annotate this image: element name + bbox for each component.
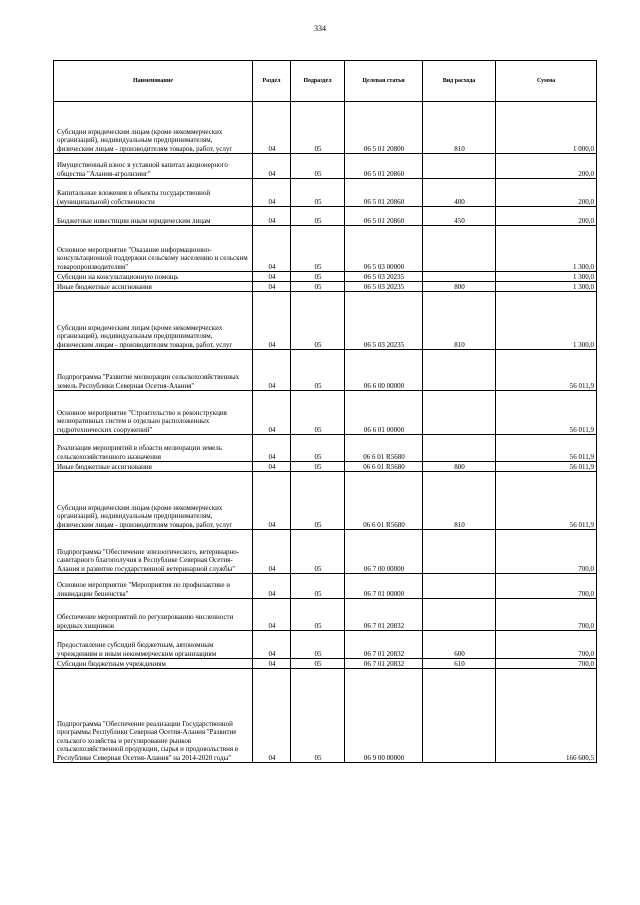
table-row <box>54 179 597 207</box>
cell-amount: 56 011,9 <box>496 350 597 391</box>
cell-amount: 166 600,5 <box>496 669 597 763</box>
cell-target: 06 7 01 20832 <box>345 599 423 631</box>
table-row <box>54 472 597 530</box>
cell-expense-type: 400 <box>423 179 496 207</box>
cell-section: 04 <box>253 631 291 659</box>
table-row <box>54 530 597 574</box>
cell-subsection: 05 <box>291 462 345 472</box>
header-target: Целевая статья <box>345 61 423 102</box>
cell-amount: 1 300,0 <box>496 292 597 350</box>
table-row <box>54 154 597 179</box>
cell-target: 06 5 03 20235 <box>345 282 423 292</box>
cell-section: 04 <box>253 226 291 272</box>
header-row <box>54 61 597 102</box>
cell-expense-type: 800 <box>423 282 496 292</box>
cell-target: 06 6 00 00000 <box>345 350 423 391</box>
cell-section: 04 <box>253 102 291 154</box>
table-row <box>54 272 597 282</box>
cell-name: Субсидии юридическим лицам (кроме некоммерческих организаций), индивидуальным предпринимателям, физическим лицам - производителям товаров, работ, услуг <box>54 102 253 154</box>
header-name: Наименование <box>54 61 253 102</box>
cell-subsection: 05 <box>291 631 345 659</box>
cell-subsection: 05 <box>291 669 345 763</box>
cell-amount: 56 011,9 <box>496 462 597 472</box>
cell-target: 06 6 01 R5680 <box>345 462 423 472</box>
cell-name: Иные бюджетные ассигнования <box>54 282 253 292</box>
cell-name: Подпрограмма "Развитие мелиорации сельскохозяйственных земель Республики Северная Осетия-Алания" <box>54 350 253 391</box>
cell-name: Субсидии бюджетным учреждениям <box>54 659 253 669</box>
table-row <box>54 462 597 472</box>
cell-section: 04 <box>253 207 291 226</box>
cell-subsection: 05 <box>291 179 345 207</box>
cell-subsection: 05 <box>291 472 345 530</box>
cell-section: 04 <box>253 350 291 391</box>
cell-target: 06 5 01 20860 <box>345 179 423 207</box>
cell-subsection: 05 <box>291 391 345 435</box>
table-row <box>54 102 597 154</box>
cell-section: 04 <box>253 574 291 599</box>
cell-amount: 700,0 <box>496 631 597 659</box>
cell-subsection: 05 <box>291 574 345 599</box>
cell-section: 04 <box>253 435 291 462</box>
cell-amount: 56 011,9 <box>496 472 597 530</box>
cell-target: 06 6 01 00000 <box>345 391 423 435</box>
cell-target: 06 7 00 00000 <box>345 530 423 574</box>
cell-section: 04 <box>253 472 291 530</box>
header-expense-type: Вид расхода <box>423 61 496 102</box>
cell-name: Основное мероприятие "Оказание информационно-консультационной поддержки сельскому населению и сельским товаропроизводителям" <box>54 226 253 272</box>
cell-section: 04 <box>253 179 291 207</box>
cell-section: 04 <box>253 154 291 179</box>
table-row <box>54 207 597 226</box>
table-row <box>54 599 597 631</box>
table-row <box>54 574 597 599</box>
cell-subsection: 05 <box>291 530 345 574</box>
cell-target: 06 7 01 20832 <box>345 659 423 669</box>
cell-expense-type <box>423 530 496 574</box>
cell-expense-type <box>423 226 496 272</box>
cell-subsection: 05 <box>291 207 345 226</box>
cell-subsection: 05 <box>291 226 345 272</box>
cell-subsection: 05 <box>291 599 345 631</box>
cell-subsection: 05 <box>291 350 345 391</box>
table-row <box>54 292 597 350</box>
cell-subsection: 05 <box>291 659 345 669</box>
table-body <box>54 102 597 763</box>
cell-expense-type <box>423 350 496 391</box>
cell-section: 04 <box>253 599 291 631</box>
cell-subsection: 05 <box>291 272 345 282</box>
cell-subsection: 05 <box>291 435 345 462</box>
cell-name: Субсидии юридическим лицам (кроме некоммерческих организаций), индивидуальным предпринимателям, физическим лицам - производителям товаров, работ, услуг <box>54 472 253 530</box>
header-subsection: Подраздел <box>291 61 345 102</box>
cell-subsection: 05 <box>291 154 345 179</box>
cell-target: 06 6 01 R5680 <box>345 472 423 530</box>
table-row <box>54 391 597 435</box>
cell-amount: 700,0 <box>496 530 597 574</box>
cell-target: 06 5 03 00000 <box>345 226 423 272</box>
cell-amount: 1 000,0 <box>496 102 597 154</box>
table-row <box>54 631 597 659</box>
cell-name: Обеспечение мероприятий по регулированию численности вредных хищников <box>54 599 253 631</box>
cell-name: Субсидии на консультационную помощь <box>54 272 253 282</box>
cell-target: 06 5 01 20800 <box>345 102 423 154</box>
cell-expense-type <box>423 435 496 462</box>
cell-subsection: 05 <box>291 102 345 154</box>
cell-amount: 700,0 <box>496 574 597 599</box>
cell-name: Подпрограмма "Обеспечение реализации Государственной программы Республики Северная Осетия-Алания "Развитие сельского хозяйства и регулирование рынков сельскохозяйственной продукции, сырья и продовольствия в Республике Северная Осетия-Алания" на 2014-2020 годы" <box>54 669 253 763</box>
cell-expense-type: 810 <box>423 102 496 154</box>
cell-expense-type <box>423 599 496 631</box>
cell-amount: 200,0 <box>496 154 597 179</box>
cell-amount: 200,0 <box>496 179 597 207</box>
cell-name: Имущественный взнос в уставной капитал акционерного общества "Алания-агролизинг" <box>54 154 253 179</box>
cell-name: Иные бюджетные ассигнования <box>54 462 253 472</box>
cell-section: 04 <box>253 659 291 669</box>
cell-expense-type <box>423 391 496 435</box>
cell-amount: 56 011,9 <box>496 391 597 435</box>
cell-amount: 700,0 <box>496 659 597 669</box>
cell-name: Подпрограмма "Обеспечение эпизоотического, ветеринарно-санитарного благополучия в Республике Северная Осетия-Алания и развитие государственной ветеринарной службы" <box>54 530 253 574</box>
cell-amount: 1 300,0 <box>496 282 597 292</box>
cell-amount: 1 300,0 <box>496 272 597 282</box>
cell-section: 04 <box>253 391 291 435</box>
cell-target: 06 7 01 20832 <box>345 631 423 659</box>
table-row <box>54 350 597 391</box>
cell-amount: 700,0 <box>496 599 597 631</box>
cell-name: Реализация мероприятий в области мелиорации земель сельскохозяйственного назначения <box>54 435 253 462</box>
cell-name: Субсидии юридическим лицам (кроме некоммерческих организаций), индивидуальным предпринимателям, физическим лицам - производителям товаров, работ, услуг <box>54 292 253 350</box>
cell-target: 06 5 01 20860 <box>345 207 423 226</box>
cell-expense-type <box>423 669 496 763</box>
header-section: Раздел <box>253 61 291 102</box>
cell-target: 06 9 00 00000 <box>345 669 423 763</box>
budget-table <box>53 60 597 763</box>
cell-amount: 56 011,9 <box>496 435 597 462</box>
header-amount: Сумма <box>496 61 597 102</box>
table-row <box>54 659 597 669</box>
cell-expense-type: 600 <box>423 631 496 659</box>
cell-expense-type: 810 <box>423 472 496 530</box>
cell-expense-type <box>423 574 496 599</box>
table-row <box>54 226 597 272</box>
cell-target: 06 5 03 20235 <box>345 292 423 350</box>
cell-target: 06 6 01 R5680 <box>345 435 423 462</box>
cell-target: 06 5 01 20860 <box>345 154 423 179</box>
cell-subsection: 05 <box>291 292 345 350</box>
cell-section: 04 <box>253 669 291 763</box>
cell-name: Предоставление субсидий бюджетным, автономным учреждениям и иным некоммерческим организациям <box>54 631 253 659</box>
cell-section: 04 <box>253 282 291 292</box>
cell-section: 04 <box>253 292 291 350</box>
cell-section: 04 <box>253 272 291 282</box>
page-number: 334 <box>314 24 326 33</box>
cell-expense-type <box>423 154 496 179</box>
cell-expense-type: 800 <box>423 462 496 472</box>
cell-name: Основное мероприятие "Строительство и реконструкция мелиоративных систем и отдельно расположенных гидротехнических сооружений" <box>54 391 253 435</box>
cell-expense-type: 610 <box>423 659 496 669</box>
table-row <box>54 435 597 462</box>
table-row <box>54 669 597 763</box>
cell-subsection: 05 <box>291 282 345 292</box>
cell-section: 04 <box>253 530 291 574</box>
cell-target: 06 7 01 00000 <box>345 574 423 599</box>
cell-name: Бюджетные инвестиции иным юридическим лицам <box>54 207 253 226</box>
cell-amount: 200,0 <box>496 207 597 226</box>
cell-expense-type: 810 <box>423 292 496 350</box>
cell-amount: 1 300,0 <box>496 226 597 272</box>
cell-target: 06 5 03 20235 <box>345 272 423 282</box>
cell-name: Основное мероприятие "Мероприятия по профилактике и ликвидации бешенства" <box>54 574 253 599</box>
cell-section: 04 <box>253 462 291 472</box>
cell-name: Капитальные вложения в объекты государственной (муниципальной) собственности <box>54 179 253 207</box>
table-row <box>54 282 597 292</box>
cell-expense-type <box>423 272 496 282</box>
cell-expense-type: 450 <box>423 207 496 226</box>
